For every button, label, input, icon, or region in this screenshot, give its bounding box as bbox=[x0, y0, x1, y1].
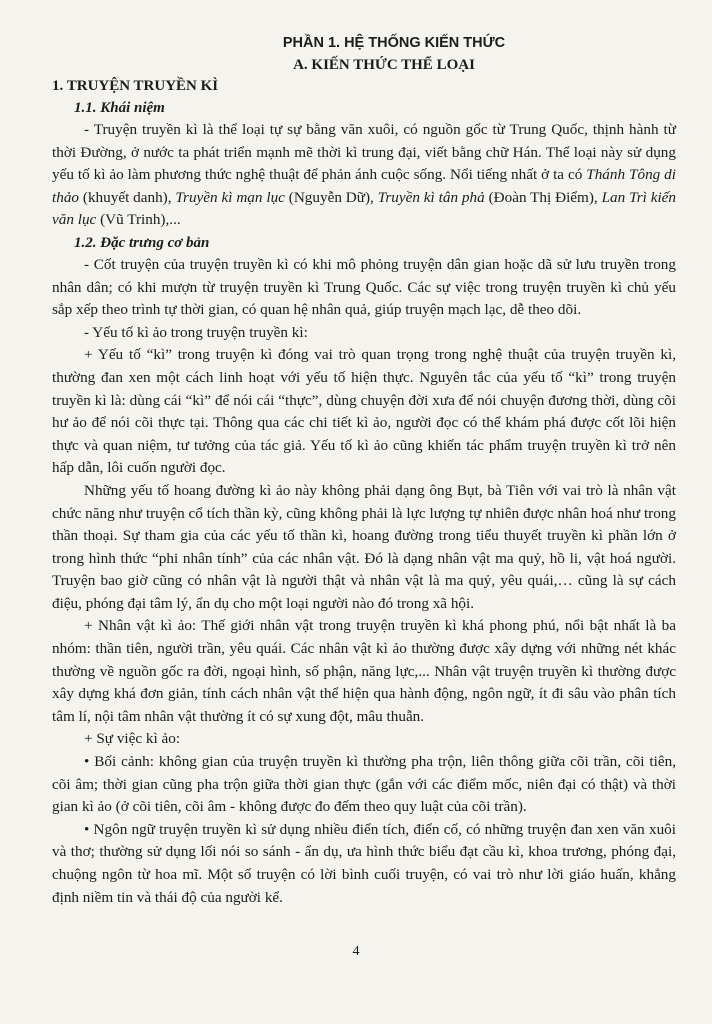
paragraph-text: (Vũ Trinh),... bbox=[96, 211, 181, 229]
part-title: PHẦN 1. HỆ THỐNG KIẾN THỨC bbox=[282, 35, 506, 51]
paragraph-text: (Đoàn Thị Điểm), bbox=[484, 188, 602, 206]
heading-1: 1. TRUYỆN TRUYỀN KÌ bbox=[52, 78, 219, 94]
paragraph-supernatural: Những yếu tố hoang đường kì ảo này không phải dạng ông Bụt, bà Tiên với vai trò là nhân vật chức năng như truyện cổ tích thần kỳ, cũng không phải là lực lượng tự nhiên được nhân hoá như trong thần thoại. Sự tham gia của các yếu tố thần kì, hoang đường trong tiểu thuyết truyền kì phần lớn ở trong hình thức “phi nhân tính” của các nhân vật. Đó là dạng nhân vật ma quỷ, hồ li, vật hoá người. Truyện bao giờ cũng có nhân vật là người thật và nhân vật là ma quỷ, yêu quái,… cũng là sự cách điệu, phóng đại tâm lý, ẩn dụ cho một loại người nào đó trong xã hội. bbox=[52, 481, 676, 612]
paragraph-plot: - Cốt truyện của truyện truyền kì có khi mô phỏng truyện dân gian hoặc dã sử lưu truyền trong nhân dân; có khi mượn từ truyện truyền kì Trung Quốc. Các sự việc trong truyện truyền kì chủ yếu sắp xếp theo trình tự thời gian, có quan hệ nhân quả, giúp truyện mạch lạc, dễ theo dõi. bbox=[52, 255, 676, 319]
paragraph-text: - Truyện truyền kì là thể loại tự sự bằng văn xuôi, có nguồn gốc từ Trung Quốc, thịnh hành từ thời Đường, ở nước ta phát triển mạnh mẽ thời kì trung đại, viết bằng chữ Hán. Thể loại này sử dụng yếu tố kì ảo làm phương thức nghệ thuật để phản ánh cuộc sống. Nổi tiếng nhất ở ta có bbox=[52, 121, 676, 184]
paragraph-text: (Nguyễn Dữ), bbox=[284, 188, 378, 206]
page-number: 4 bbox=[352, 944, 360, 959]
work-title: Truyền kì tân phả bbox=[377, 188, 485, 206]
heading-1-2: 1.2. Đặc trưng cơ bản bbox=[74, 234, 210, 251]
work-title: Lan Trì kiến văn lục bbox=[52, 188, 676, 229]
paragraph-definition bbox=[52, 119, 676, 232]
paragraph-characters: + Nhân vật kì ảo: Thế giới nhân vật trong truyện truyền kì khá phong phú, nổi bật nhất là ba nhóm: thần tiên, người trần, yêu quái. Các nhân vật kì ảo thường được xây dựng với những nét khác thường về nguồn gốc ra đời, ngoại hình, số phận, năng lực,... Nhân vật truyện truyền kì thường được xây dựng khá đơn giản, tính cách nhân vật thể hiện qua hành động, ngôn ngữ, ít đi sâu vào phân tích tâm lí, nội tâm nhân vật thường ít có sự xung đột, mâu thuẫn. bbox=[52, 617, 676, 725]
paragraph-setting: • Bối cảnh: không gian của truyện truyền kì thường pha trộn, liên thông giữa cõi trần, cõi tiên, cõi âm; thời gian cũng pha trộn giữa thời gian thực (gắn với các điểm mốc, niên đại có thật) và thời gian kì ảo (ở cõi tiên, cõi âm - không được đo đếm theo quy luật của cõi trần). bbox=[52, 753, 676, 816]
paragraph-fantasy-intro: - Yếu tố kì ảo trong truyện truyền kì: bbox=[84, 323, 308, 341]
heading-1-1: 1.1. Khái niệm bbox=[74, 100, 165, 116]
work-title: Truyền kì mạn lục bbox=[175, 188, 285, 206]
paragraph-ki-element: + Yếu tố “kì” trong truyện kì đóng vai trò quan trọng trong nghệ thuật của truyện truyền kì, thường đan xen một cách linh hoạt với yếu tố hiện thực. Nguyên tắc của yếu tố “kì” trong truyện truyền kì là: dùng cái “kì” để nói cái “thực”, dùng chuyện đời xưa để nói chuyện đương thời, dùng cõi hư ảo để nói cõi thực tại. Thông qua các chi tiết kì ảo, người đọc có thể khám phá được cốt lõi hiện thực và quan niệm, tư tưởng của tác giả. Yếu tố kì ảo cũng khiến tác phẩm truyện truyền kì trở nên hấp dẫn, lôi cuốn người đọc. bbox=[52, 346, 676, 477]
paragraph-language: • Ngôn ngữ truyện truyền kì sử dụng nhiều điển tích, điển cố, có những truyện đan xen văn xuôi và thơ; thường sử dụng lối nói so sánh - ẩn dụ, ưa hình thức biểu đạt cầu kì, khoa trương, phóng đại, chuộng ngôn từ hoa mĩ. Một số truyện có lời bình cuối truyện, có vai trò như lời giáo huấn, khẳng định niềm tin và thái độ của người kể. bbox=[52, 820, 676, 906]
paragraph-events-intro: + Sự việc kì ảo: bbox=[84, 730, 181, 748]
paragraph-text: (khuyết danh), bbox=[79, 188, 176, 206]
work-title: Thánh Tông di thảo bbox=[52, 166, 676, 206]
section-title: A. KIẾN THỨC THỂ LOẠI bbox=[293, 57, 475, 73]
